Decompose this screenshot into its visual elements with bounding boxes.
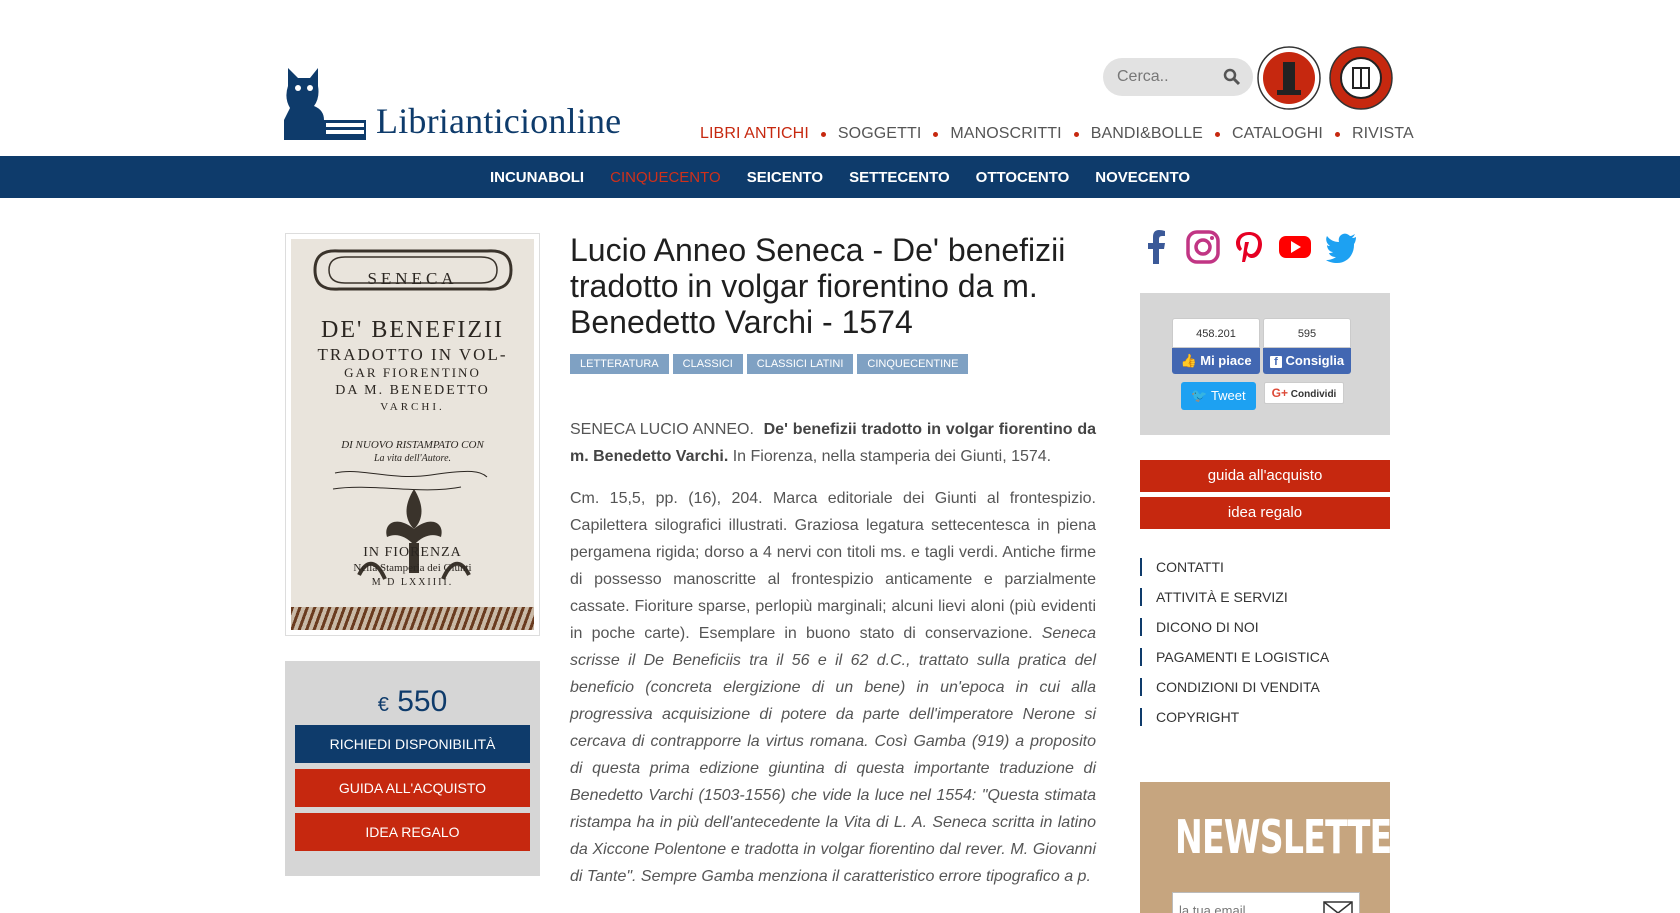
- nav-separator: [1335, 132, 1340, 137]
- twitter-bird-icon: 🐦: [1191, 388, 1208, 403]
- tag-cinquecentine[interactable]: CINQUECENTINE: [857, 354, 968, 374]
- cover-line: DA M. BENEDETTO: [335, 383, 490, 398]
- book-cover-image[interactable]: [285, 233, 540, 636]
- nav-seicento[interactable]: SEICENTO: [746, 168, 824, 186]
- facebook-like-widget[interactable]: [1172, 318, 1260, 374]
- google-plus-icon: G+: [1271, 386, 1288, 400]
- search-box[interactable]: [1103, 58, 1253, 96]
- twitter-icon[interactable]: [1324, 230, 1358, 264]
- nav-separator: [1215, 132, 1220, 137]
- newsletter-email-input[interactable]: [1173, 893, 1313, 913]
- link-condizioni-vendita[interactable]: CONDIZIONI DI VENDITA: [1140, 678, 1329, 696]
- product-title: Lucio Anneo Seneca - De' benefizii tradotto in volgar fiorentino da m. Benedetto Varchi - 1574: [570, 232, 1066, 340]
- recommend-count: 595: [1263, 318, 1351, 348]
- tag-classici[interactable]: CLASSICI: [673, 354, 743, 374]
- description-paragraph: [570, 485, 1096, 890]
- recommend-label: Consiglia: [1285, 353, 1345, 368]
- facebook-icon[interactable]: [1140, 230, 1174, 264]
- cover-bottom-stain: [291, 607, 534, 630]
- instagram-icon[interactable]: [1186, 230, 1220, 264]
- search-input[interactable]: [1117, 68, 1217, 86]
- gift-idea-button[interactable]: IDEA REGALO: [295, 813, 530, 851]
- recommend-button[interactable]: [1263, 348, 1351, 374]
- tag-classici-latini[interactable]: CLASSICI LATINI: [747, 354, 854, 374]
- product-description: [570, 416, 1096, 905]
- newsletter-box: [1140, 782, 1417, 913]
- imprint: In Fiorenza, nella stamperia dei Giunti, 1574.: [732, 448, 1052, 465]
- tweet-label: Tweet: [1210, 388, 1246, 403]
- cover-line: DE' BENEFIZII: [321, 317, 504, 343]
- envelope-icon[interactable]: [1323, 901, 1353, 913]
- cover-line: DI NUOVO RISTAMPATO CON: [341, 439, 484, 451]
- cover-line: Nella Stamperia dei Giunti: [353, 562, 472, 574]
- nav-separator: [821, 132, 826, 137]
- nav-separator: [933, 132, 938, 137]
- cat-on-books-icon: [284, 68, 368, 142]
- amor-librorum-seal-icon[interactable]: [1329, 46, 1393, 110]
- nav-libri-antichi[interactable]: LIBRI ANTICHI: [700, 125, 809, 142]
- purchase-guide-side-button[interactable]: guida all'acquisto: [1140, 460, 1390, 492]
- cover-line: IN FIORENZA: [363, 545, 462, 560]
- link-attivita-servizi[interactable]: ATTIVITÀ E SERVIZI: [1140, 588, 1329, 606]
- nav-settecento[interactable]: SETTECENTO: [849, 168, 950, 186]
- nav-rivista[interactable]: RIVISTA: [1351, 125, 1414, 142]
- gift-idea-side-button[interactable]: idea regalo: [1140, 497, 1390, 529]
- tag-list: [570, 354, 972, 374]
- like-button[interactable]: 👍 Mi piace: [1172, 348, 1260, 374]
- century-navigation: [0, 156, 1680, 198]
- cover-line: La vita dell'Autore.: [373, 453, 452, 464]
- cover-line: SENECA: [367, 269, 458, 288]
- price-amount: 550: [397, 685, 448, 718]
- nav-ottocento[interactable]: OTTOCENTO: [975, 168, 1070, 186]
- tweet-button[interactable]: [1181, 382, 1256, 410]
- association-seal-icon[interactable]: [1257, 46, 1321, 110]
- like-count: 458.201: [1172, 318, 1260, 348]
- request-availability-button[interactable]: RICHIEDI DISPONIBILITÀ: [295, 725, 530, 763]
- facebook-recommend-widget[interactable]: [1263, 318, 1351, 374]
- social-links: [1140, 230, 1370, 264]
- top-navigation: [700, 125, 1414, 143]
- nav-incunaboli[interactable]: INCUNABOLI: [489, 168, 585, 186]
- pinterest-icon[interactable]: [1232, 230, 1266, 264]
- tag-letteratura[interactable]: LETTERATURA: [570, 354, 669, 374]
- search-icon[interactable]: [1223, 68, 1241, 86]
- work-title: De' benefizii tradotto in volgar fiorentino da m. Benedetto Varchi.: [570, 421, 1096, 465]
- nav-cinquecento[interactable]: CINQUECENTO: [610, 168, 721, 186]
- link-contatti[interactable]: CONTATTI: [1140, 558, 1329, 576]
- nav-separator: [1074, 132, 1079, 137]
- historical-note: Seneca scrisse il De Beneficiis tra il 56 e il 62 d.C., trattato sulla pratica del beneficio (concreta elergizione di un bene) in un'epoca in cui alla progressiva acquisizione di potere da parte dell'imperatore Nerone si cercava di contrapporre la virtus romana. Così Gamba (919) a proposito di questa prima edizione giuntina di questa importante traduzione di Benedetto Varchi (1503-1556) che vide la luce nel 1554: "Questa stimata ristampa ha in più dell'antecedente la Vita di L. A. Seneca scritta in latino da Xiccone Polentone e tradotta in volgar fiorentino dal rever. M. Giovanni di Tante". Sempre Gamba menziona il caratteristico errore tipografico a p.: [570, 625, 1096, 885]
- title-page: [291, 239, 534, 630]
- link-dicono-di-noi[interactable]: DICONO DI NOI: [1140, 618, 1329, 636]
- site-name: Librianticionline: [376, 101, 622, 141]
- link-pagamenti-logistica[interactable]: PAGAMENTI E LOGISTICA: [1140, 648, 1329, 666]
- link-copyright[interactable]: COPYRIGHT: [1140, 708, 1329, 726]
- newsletter-form: [1172, 892, 1360, 913]
- nav-novecento[interactable]: NOVECENTO: [1095, 168, 1191, 186]
- nav-manoscritti[interactable]: MANOSCRITTI: [950, 125, 1062, 142]
- nav-soggetti[interactable]: SOGGETTI: [837, 125, 922, 142]
- bibliographic-entry: [570, 416, 1096, 470]
- price-box: [285, 661, 540, 876]
- cover-line: GAR FIORENTINO: [344, 365, 481, 380]
- price-currency: €: [377, 694, 389, 716]
- gplus-label: Condividi: [1290, 389, 1337, 400]
- google-plus-share-button[interactable]: [1264, 382, 1344, 404]
- price: [295, 685, 530, 719]
- physical-description: Cm. 15,5, pp. (16), 204. Marca editoriale dei Giunti al frontespizio. Capilettera silografici illustrati. Graziosa legatura settecentesca in piena pergamena rigida; dorso a 4 nervi con titoli ms. e tagli verdi. Antiche firme di possesso manoscritte al frontespizio anticamente e parzialmente cassate. Fioriture sparse, perlopiù marginali; alcuni lievi aloni (più evidenti in poche carte). Esemplare in buono stato di conservazione.: [570, 490, 1096, 642]
- info-links: [1140, 558, 1329, 738]
- facebook-icon: f: [1270, 356, 1282, 368]
- author-name: SENECA LUCIO ANNEO.: [570, 421, 754, 438]
- site-logo[interactable]: [284, 68, 621, 142]
- nav-bandi-bolle[interactable]: BANDI&BOLLE: [1090, 125, 1203, 142]
- newsletter-title: NEWSLETTER: [1175, 810, 1417, 864]
- cover-line: TRADOTTO IN VOL-: [317, 345, 508, 364]
- purchase-guide-button[interactable]: GUIDA ALL'ACQUISTO: [295, 769, 530, 807]
- cover-line: M D LXXIIII.: [371, 577, 454, 588]
- share-widget: [1140, 293, 1390, 435]
- cover-line: VARCHI.: [380, 401, 445, 413]
- nav-cataloghi[interactable]: CATALOGHI: [1231, 125, 1323, 142]
- like-label: Mi piace: [1200, 353, 1252, 368]
- youtube-icon[interactable]: [1278, 230, 1312, 264]
